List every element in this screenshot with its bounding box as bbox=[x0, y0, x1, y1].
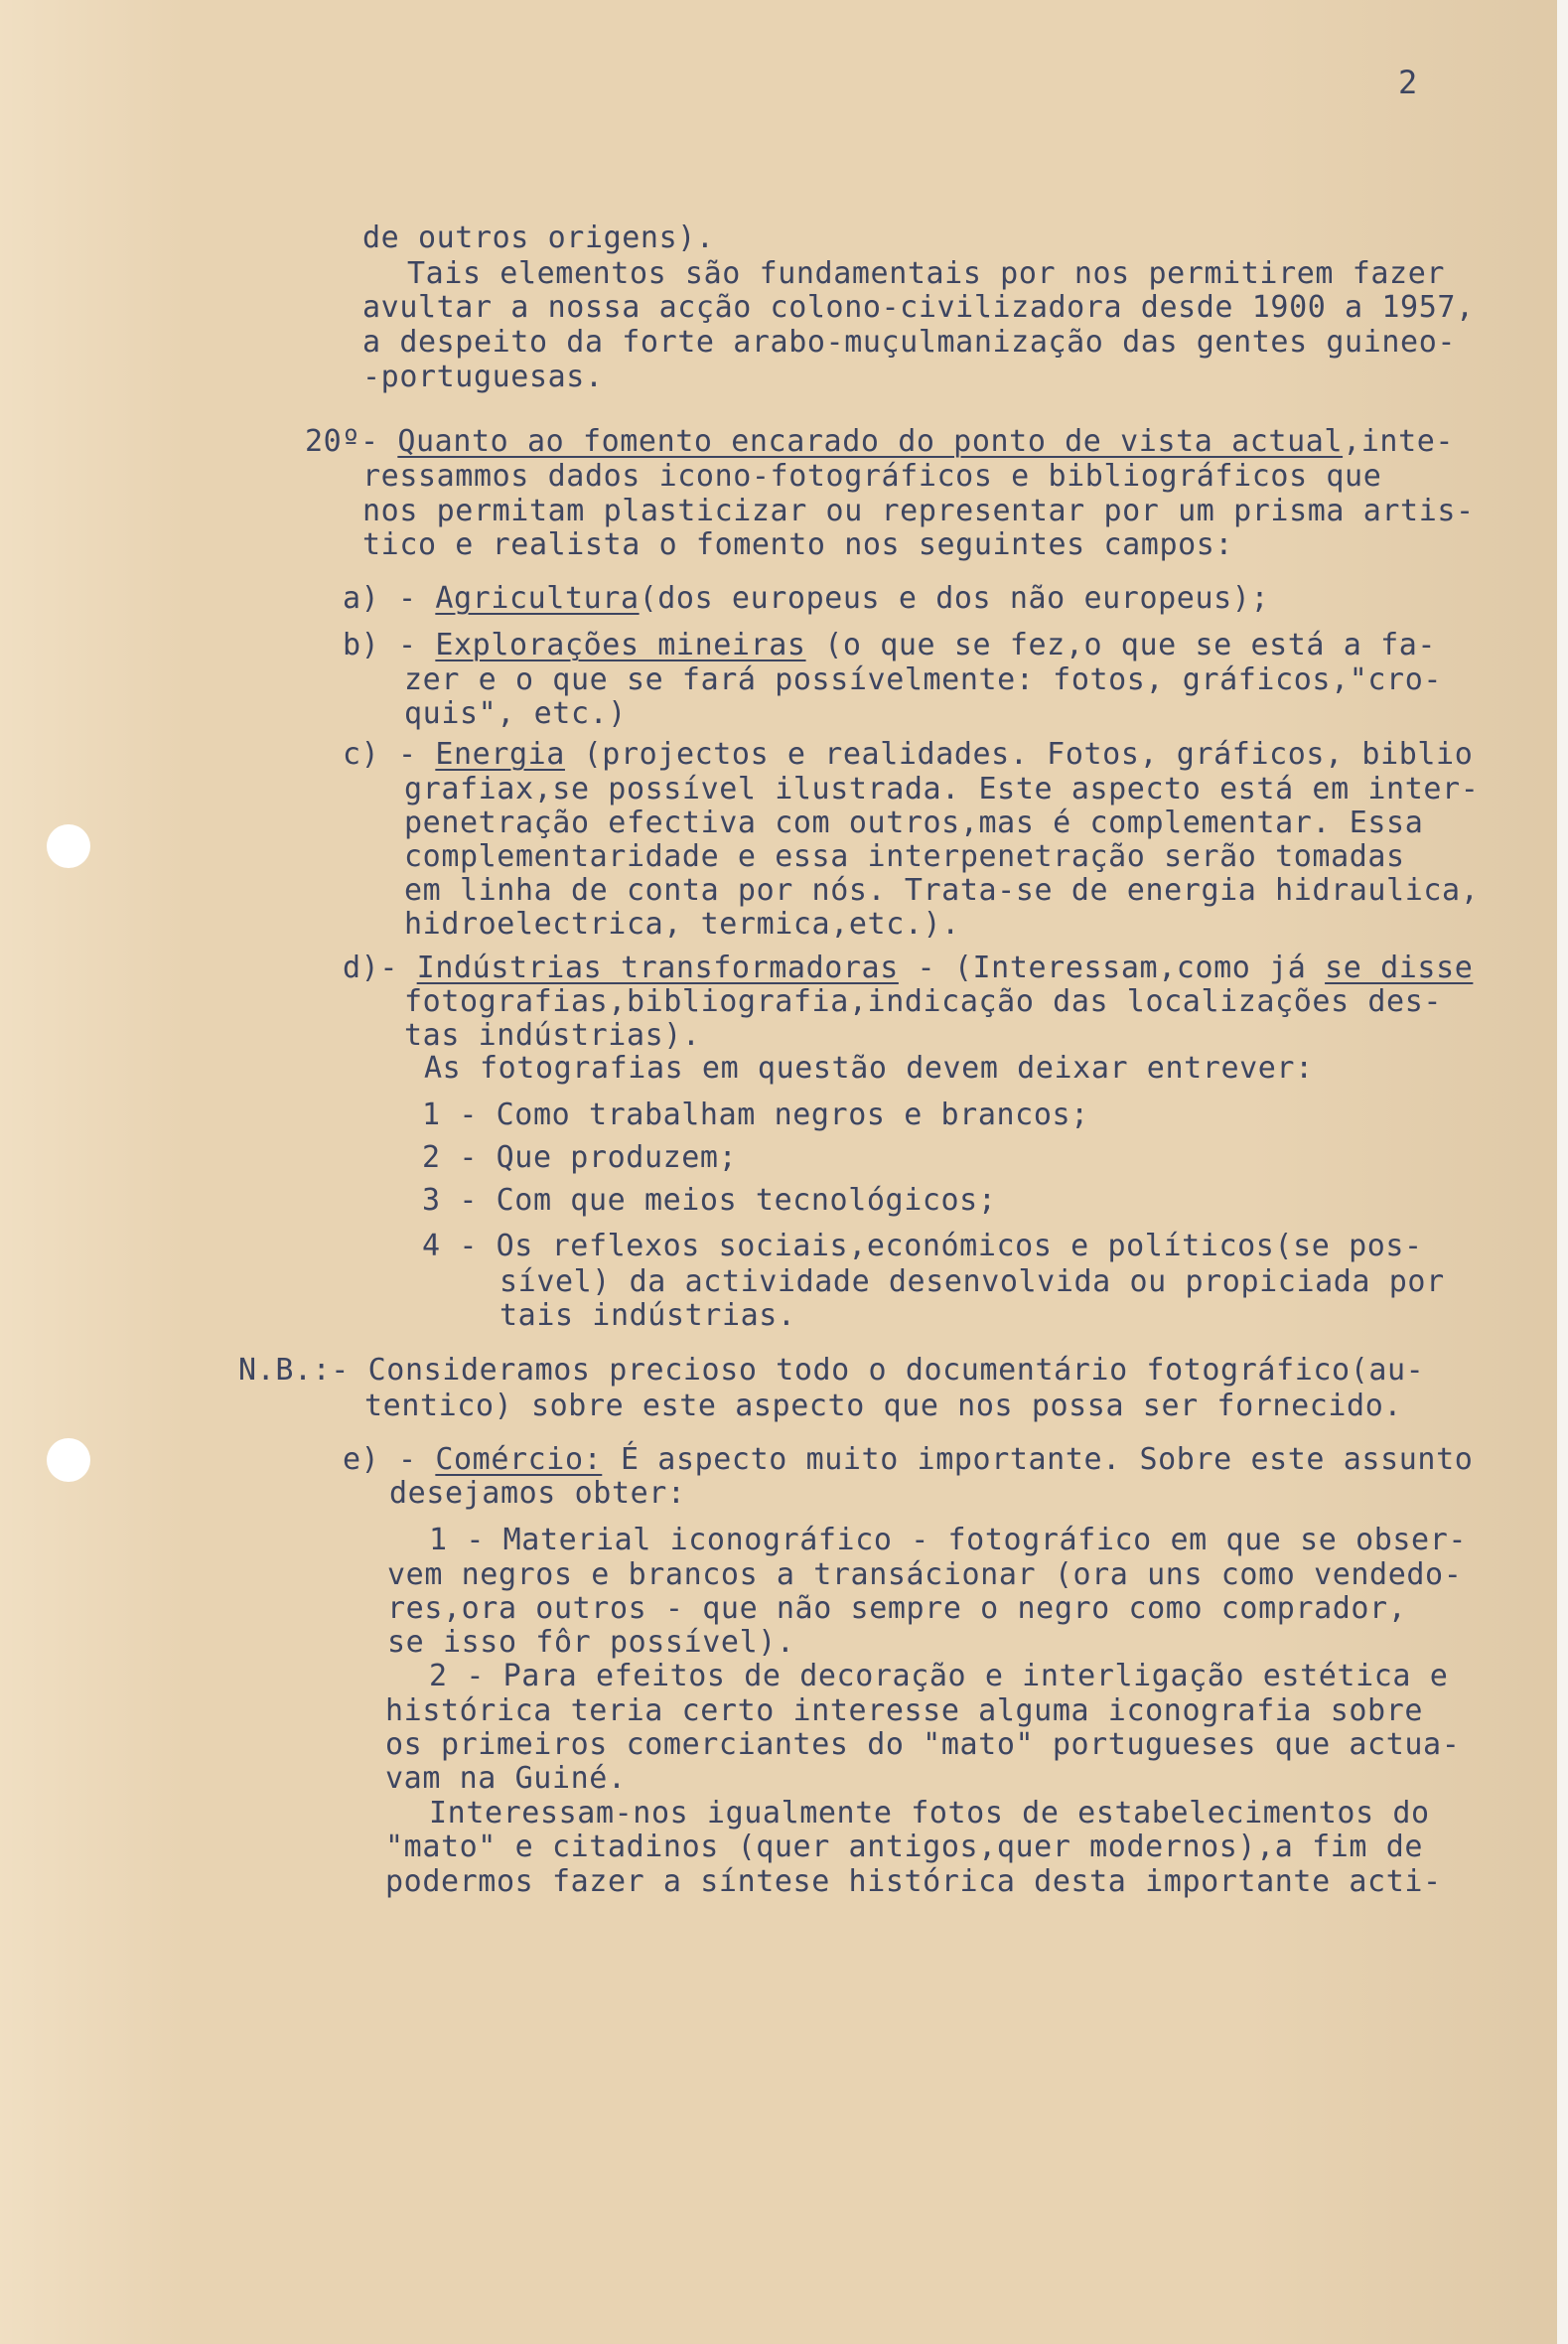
item-e-para: 1 - Material iconográfico - fotográfico em que se obser- bbox=[429, 1523, 1468, 1557]
section-title: Quanto ao fomento encarado do ponto de vista actual bbox=[397, 424, 1344, 459]
item-e bbox=[343, 1442, 1473, 1478]
item-e-para: res,ora outros - que não sempre o negro como comprador, bbox=[387, 1591, 1407, 1626]
numbered-item-line: tais indústrias. bbox=[499, 1298, 796, 1333]
item-marker: a) - bbox=[343, 581, 417, 616]
numbered-item-line: sível) da actividade desenvolvida ou propiciada por bbox=[499, 1264, 1445, 1299]
item-e-para: 2 - Para efeitos de decoração e interligação estética e bbox=[429, 1659, 1449, 1693]
intro-line: avultar a nossa acção colono-civilizadora desde 1900 a 1957, bbox=[362, 290, 1475, 325]
section-number: 20º- bbox=[305, 424, 379, 459]
item-c-line: grafiax,se possível ilustrada. Este aspecto está em inter- bbox=[404, 772, 1480, 806]
punch-hole bbox=[47, 824, 90, 868]
section-text: ,inte- bbox=[1343, 424, 1455, 459]
item-text: (projectos e realidades. Fotos, gráficos, biblio bbox=[564, 737, 1474, 772]
item-c-line: complementaridade e essa interpenetração serão tomadas bbox=[404, 839, 1405, 874]
item-marker: e) - bbox=[343, 1442, 417, 1477]
numbered-item: 4 - Os reflexos sociais,económicos e políticos(se pos- bbox=[422, 1229, 1423, 1263]
item-e-para: Interessam-nos igualmente fotos de estabelecimentos do bbox=[429, 1796, 1430, 1831]
numbered-item: 3 - Com que meios tecnológicos; bbox=[422, 1183, 997, 1218]
intro-line: de outros origens). bbox=[362, 220, 715, 255]
item-text: - (Interessam,como já bbox=[898, 951, 1326, 985]
item-b-line: quis", etc.) bbox=[404, 696, 627, 731]
item-text: (o que se fez,o que se está a fa- bbox=[805, 628, 1437, 662]
item-d bbox=[343, 951, 1473, 986]
item-d-line: fotografias,bibliografia,indicação das localizações des- bbox=[404, 984, 1443, 1019]
item-e-line: desejamos obter: bbox=[389, 1476, 686, 1511]
item-e-para: vam na Guiné. bbox=[385, 1761, 627, 1796]
punch-hole bbox=[47, 1438, 90, 1482]
section-20-line: tico e realista o fomento nos seguintes campos: bbox=[362, 527, 1234, 562]
item-a bbox=[343, 581, 1269, 617]
item-title: Agricultura bbox=[435, 581, 640, 616]
item-b-line: zer e o que se fará possívelmente: fotos, gráficos,"cro- bbox=[404, 662, 1443, 697]
item-e-para: se isso fôr possível). bbox=[387, 1625, 795, 1660]
intro-line: Tais elementos são fundamentais por nos permitirem fazer bbox=[407, 256, 1446, 291]
item-c-line: penetração efectiva com outros,mas é complementar. Essa bbox=[404, 806, 1424, 840]
section-20-line: ressammos dados icono-fotográficos e bibliográficos que bbox=[362, 459, 1382, 494]
item-marker: b) - bbox=[343, 628, 417, 662]
item-d-line: As fotografias em questão devem deixar entrever: bbox=[424, 1051, 1314, 1086]
item-b bbox=[343, 628, 1436, 663]
item-title: Comércio: bbox=[435, 1442, 603, 1477]
item-title: Explorações mineiras bbox=[435, 628, 806, 662]
item-e-para: histórica teria certo interesse alguma iconografia sobre bbox=[385, 1693, 1424, 1728]
intro-line: -portuguesas. bbox=[362, 360, 604, 394]
item-marker: d)- bbox=[343, 951, 398, 985]
item-title: Indústrias transformadoras bbox=[416, 951, 899, 985]
section-20-line bbox=[305, 424, 1454, 460]
item-text: (dos europeus e dos não europeus); bbox=[639, 581, 1270, 616]
item-text: se disse bbox=[1325, 951, 1474, 985]
numbered-item: 1 - Como trabalham negros e brancos; bbox=[422, 1098, 1089, 1132]
numbered-item: 2 - Que produzem; bbox=[422, 1140, 738, 1175]
item-e-para: podermos fazer a síntese histórica desta importante acti- bbox=[385, 1864, 1442, 1899]
item-e-para: "mato" e citadinos (quer antigos,quer modernos),a fim de bbox=[385, 1830, 1424, 1864]
item-d-line: tas indústrias). bbox=[404, 1018, 701, 1053]
intro-line: a despeito da forte arabo-muçulmanização das gentes guineo- bbox=[362, 325, 1457, 360]
item-marker: c) - bbox=[343, 737, 417, 772]
item-e-para: os primeiros comerciantes do "mato" portugueses que actua- bbox=[385, 1727, 1461, 1762]
nb-note: N.B.:- Consideramos precioso todo o documentário fotográfico(au- bbox=[238, 1353, 1425, 1388]
item-title: Energia bbox=[435, 737, 565, 772]
item-text: É aspecto muito importante. Sobre este assunto bbox=[602, 1442, 1474, 1477]
item-c-line: em linha de conta por nós. Trata-se de energia hidraulica, bbox=[404, 873, 1480, 908]
item-c-line: hidroelectrica, termica,etc.). bbox=[404, 907, 960, 942]
page-edge bbox=[1557, 0, 1568, 2344]
page-number: 2 bbox=[1398, 64, 1418, 101]
nb-note-line: tentico) sobre este aspecto que nos possa ser fornecido. bbox=[364, 1389, 1403, 1423]
item-e-para: vem negros e brancos a transácionar (ora uns como vendedo- bbox=[387, 1557, 1463, 1592]
item-c bbox=[343, 737, 1473, 773]
section-20-line: nos permitam plasticizar ou representar por um prisma artis- bbox=[362, 494, 1475, 528]
